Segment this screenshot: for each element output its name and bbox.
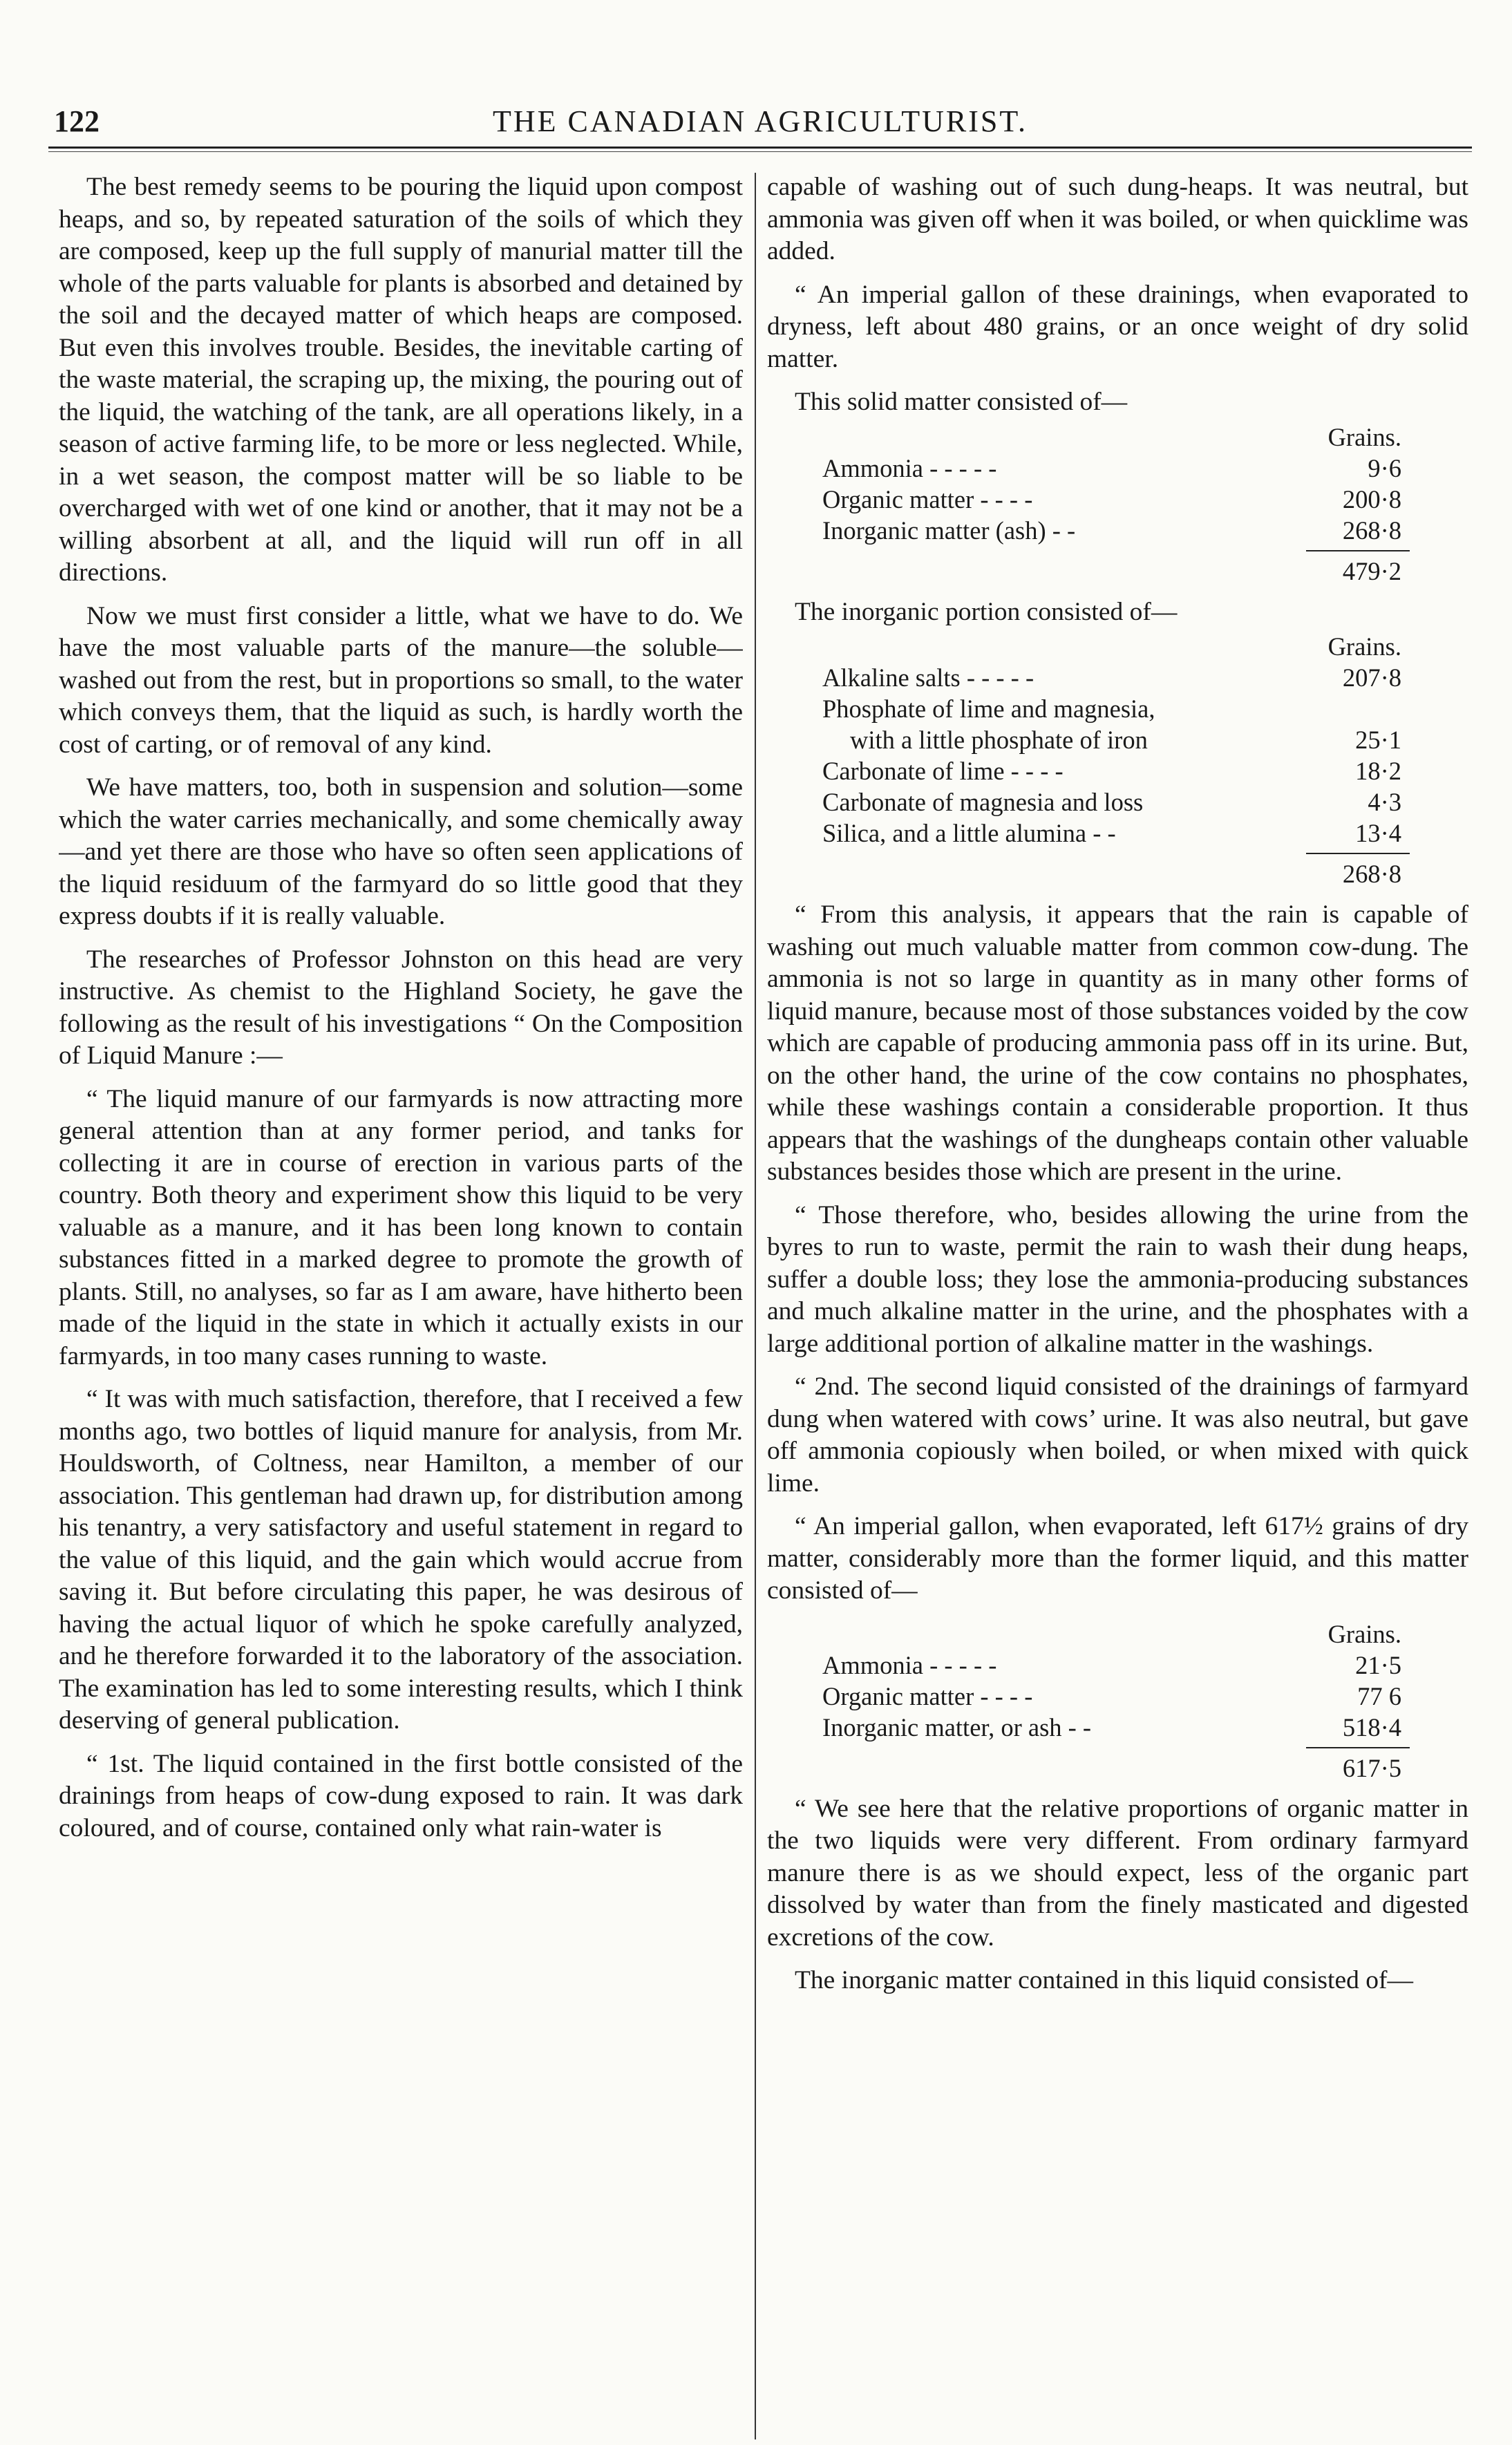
paragraph: “ We see here that the relative proportions of organic matter in the two liquids were very different. From ordinary farmyard manure there is as we should expect, less of the organic part dissolved by water than from the finely masticated and digested excretions of the cow. — [767, 1794, 1468, 1952]
paragraph: “ Those therefore, who, besides allowing the urine from the byres to run to waste, permit the rain to wash their dung heaps, suffer a double loss; they lose the ammonia-producing substances and much alkaline matter in the urine, and the phosphates with a large additional portion of alkaline matter in the washings. — [767, 1200, 1468, 1358]
column-divider — [755, 173, 756, 2439]
page-number: 122 — [54, 104, 100, 138]
second-liquid-table — [822, 1618, 1410, 1784]
table-row — [822, 453, 1410, 484]
row-value: 18·2 — [1355, 757, 1401, 785]
table-row — [822, 1681, 1410, 1712]
paragraph: Now we must first consider a little, what we have to do. We have the most valuable parts of the manure—the soluble—washed out from the rest, but in proportions so small, to the water which conveys them, that the liquid as such, is hardly worth the cost of carting, or of removal of any kind. — [59, 601, 743, 759]
row-label: Carbonate of lime - - - - — [822, 757, 1064, 785]
row-label: Inorganic matter, or ash - - — [822, 1712, 1092, 1741]
table-row — [822, 515, 1410, 546]
inorganic-portion-table — [822, 631, 1410, 889]
table-row — [822, 786, 1410, 818]
paragraph: We have matters, too, both in suspension and solution—some which the water carries mechanically, and some chemically away—and yet there are those who have so often seen applications of the liquid residuum of the farmyard do so little good that they express doubts if it is really valuable. — [59, 773, 743, 930]
table-row — [822, 818, 1410, 849]
table-row — [822, 1650, 1410, 1681]
left-column — [59, 171, 743, 2404]
sum-rule — [1306, 853, 1410, 854]
paragraph: “ An imperial gallon of these drainings, when evaporated to dryness, left about 480 grains, or an once weight of dry solid matter. — [767, 280, 1468, 373]
table-total: 617·5 — [1342, 1753, 1401, 1782]
sum-rule — [1306, 550, 1410, 551]
solid-matter-table — [822, 422, 1410, 587]
paragraph: The researches of Professor Johnston on this head are very instructive. As chemist to the Highland Society, he gave the following as the result of his investigations “ On the Composition of Liquid Manure :— — [59, 945, 743, 1070]
paragraph: The inorganic matter contained in this liquid consisted of— — [795, 1966, 1413, 1994]
row-value: 200·8 — [1342, 484, 1401, 513]
row-value: 9·6 — [1368, 453, 1401, 482]
paragraph: “ An imperial gallon, when evaporated, left 617½ grains of dry matter, considerably more than the former liquid, and this matter consisted of— — [767, 1512, 1468, 1605]
table-unit: Grains. — [1327, 632, 1401, 661]
row-value: 518·4 — [1342, 1712, 1401, 1741]
row-label: Organic matter - - - - — [822, 484, 1033, 513]
table-row — [822, 693, 1410, 724]
header-rule — [48, 147, 1472, 152]
table-total: 479·2 — [1342, 556, 1401, 585]
paragraph: “ 2nd. The second liquid consisted of the drainings of farmyard dung when watered with cows’ urine. It was also neutral, but gave off ammonia copiously when boiled, or when mixed with quick lime. — [767, 1372, 1468, 1498]
row-label: with a little phosphate of iron — [850, 726, 1148, 754]
paragraph: “ The liquid manure of our farmyards is now attracting more general attention than at any former period, and tanks for collecting it are in course of erection in various parts of the country. Both theory and experiment show this liquid to be very valuable as a manure, and it has been long known to contain substances fitted in a marked degree to promote the growth of plants. Still, no analyses, so far as I am aware, have hitherto been made of the liquid in the state in which it actually exists in our farmyards, in too many cases running to waste. — [59, 1084, 743, 1370]
row-value: 268·8 — [1342, 516, 1401, 545]
table-row — [822, 484, 1410, 515]
paragraph: “ 1st. The liquid contained in the first bottle consisted of the drainings from heaps of cow-dung exposed to rain. It was dark coloured, and of course, contained only what rain-water is — [59, 1749, 743, 1842]
row-value: 77 6 — [1357, 1681, 1401, 1710]
row-label: Ammonia - - - - - — [822, 453, 997, 482]
paragraph: “ From this analysis, it appears that the rain is capable of washing out much valuable matter from common cow-dung. The ammonia is not so large in quantity as in many other forms of liquid manure, because most of those substances voided by the cow which are capable of producing ammonia pass off in its urine. But, on the other hand, the urine of the cow contains no phosphates, while these washings contain a considerable proportion. It thus appears that the washings of the dungheaps contain other valuable substances besides those which are present in the urine. — [767, 900, 1468, 1186]
row-value: 21·5 — [1355, 1650, 1401, 1679]
table-unit: Grains. — [1327, 422, 1401, 451]
row-label: Organic matter - - - - — [822, 1681, 1033, 1710]
paragraph: The best remedy seems to be pouring the liquid upon compost heaps, and so, by repeated saturation of the soils of which they are composed, keep up the full supply of manurial matter till the whole of the parts valuable for plants is absorbed and detained by the soil and the decayed matter of which heaps are composed. But even this involves trouble. Besides, the inevitable carting of the waste material, the scraping up, the mixing, the pouring out of the liquid, the watching of the tank, are all operations likely, in a season of active farming life, to be more or less neglected. While, in a wet season, the compost matter will be so liable to be overcharged with wet of one kind or another, that it may not be a willing absorbent at all, and the liquid will run off in all directions. — [59, 173, 743, 587]
table-row — [822, 755, 1410, 786]
row-label: Phosphate of lime and magnesia, — [822, 695, 1155, 723]
row-label: Inorganic matter (ash) - - — [822, 516, 1076, 545]
row-label: Silica, and a little alumina - - — [822, 819, 1116, 847]
table-heading: The inorganic portion consisted of— — [795, 597, 1178, 626]
right-column — [767, 171, 1468, 2404]
sum-rule — [1306, 1747, 1410, 1748]
table-heading: This solid matter consisted of— — [795, 388, 1128, 416]
table-row — [822, 1712, 1410, 1743]
paragraph: “ It was with much satisfaction, therefore, that I received a few months ago, two bottles of liquid manure for analysis, from Mr. Houldsworth, of Coltness, near Hamilton, a member of our association. This gentleman had drawn up, for distribution among his tenantry, a very satisfactory and useful statement in regard to the value of this liquid, and the gain which would accrue from saving it. But before circulating this paper, he was desirous of having the actual liquor of which he spoke carefully analyzed, and he therefore forwarded it to the laboratory of the association. The examination has led to some interesting results, which I think deserving of general publication. — [59, 1385, 743, 1735]
table-row — [822, 724, 1410, 755]
row-value: 13·4 — [1355, 819, 1401, 847]
table-total: 268·8 — [1342, 860, 1401, 888]
running-header — [48, 104, 1472, 145]
running-title: THE CANADIAN AGRICULTURIST. — [493, 104, 1028, 138]
row-label: Ammonia - - - - - — [822, 1650, 997, 1679]
row-value: 207·8 — [1342, 663, 1401, 692]
row-value: 4·3 — [1368, 788, 1401, 816]
table-unit: Grains. — [1327, 1619, 1401, 1648]
table-row — [822, 662, 1410, 693]
paragraph: capable of washing out of such dung-heaps. It was neutral, but ammonia was given off when it was boiled, or when quicklime was added. — [767, 173, 1468, 265]
row-value: 25·1 — [1355, 726, 1401, 754]
row-label: Alkaline salts - - - - - — [822, 663, 1034, 692]
row-label: Carbonate of magnesia and loss — [822, 788, 1144, 816]
row-value — [1305, 693, 1410, 724]
